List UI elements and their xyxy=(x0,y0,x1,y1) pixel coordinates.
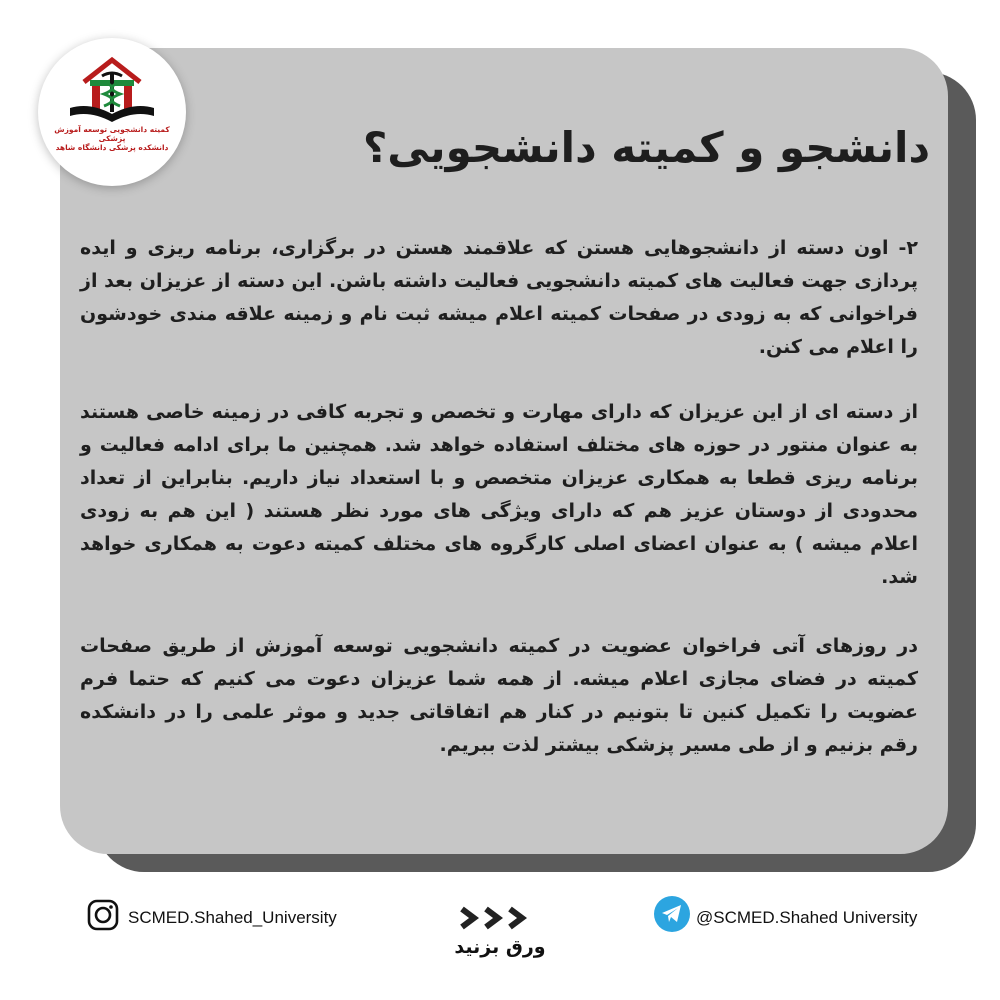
logo-caption-line1: کمیته دانشجویی توسعه آموزش پزشکی xyxy=(54,125,170,143)
paragraph-2: از دسته ای از این عزیزان که دارای مهارت و تخصص و تجربه کافی در زمینه خاصی هستند به عنوان منتور در حوزه های مختلف استفاده خواهد شد. همچنین ما برای ادامه فعالیت و برنامه ریزی قطعا به همکاری عزیزان متخصص و با استعداد نیاز داریم. بنابراین از تعداد محدودی از دوستان عزیز هم که دارای ویژگی های مورد نظر هستند ( این هم به زودی اعلام میشه ) به عنوان اعضای اصلی کارگروه های مختلف کمیته دعوت به همکاری خواهد شد. xyxy=(80,401,918,588)
instagram-icon[interactable] xyxy=(86,898,120,932)
chevrons-right-icon xyxy=(458,906,538,930)
logo-caption xyxy=(49,125,175,152)
logo-badge xyxy=(38,38,186,186)
next-page-hint: ورق بزنید xyxy=(454,936,546,958)
paragraph-3: در روزهای آتی فراخوان عضویت در کمیته دانشجویی توسعه آموزش از طریق صفحات کمیته در فضای مجازی اعلام میشه. از همه شما عزیزان دعوت می کنیم که حتما فرم عضویت را تکمیل کنین تا بتونیم در کنار هم اتفاقاتی جدید و موثر علمی را در دانشکده رقم بزنیم و از طی مسیر پزشکی بیشتر لذت ببریم. xyxy=(80,635,918,756)
paper-plane-icon xyxy=(661,904,683,924)
telegram-icon[interactable] xyxy=(654,896,690,932)
telegram-handle[interactable]: @SCMED.Shahed University xyxy=(696,908,918,927)
paragraph-1: ۲- اون دسته از دانشجوهایی هستن که علاقمند هستن در برگزاری، برنامه ریزی و ایده پردازی جهت فعالیت های کمیته دانشجویی فعالیت داشته باشن. این دسته از عزیزان بعد از فراخوانی که به زودی در صفحات کمیته اعلام میشه ثبت نام و زمینه علاقه مندی خودشون را اعلام می کنن. xyxy=(80,237,918,358)
logo-caption-line2: دانشکده پزشکی دانشگاه شاهد xyxy=(55,143,169,152)
page-title: دانشجو و کمیته دانشجویی؟ xyxy=(362,123,930,172)
instagram-handle[interactable]: SCMED.Shahed_University xyxy=(128,908,337,927)
medical-book-logo-icon xyxy=(64,52,160,124)
